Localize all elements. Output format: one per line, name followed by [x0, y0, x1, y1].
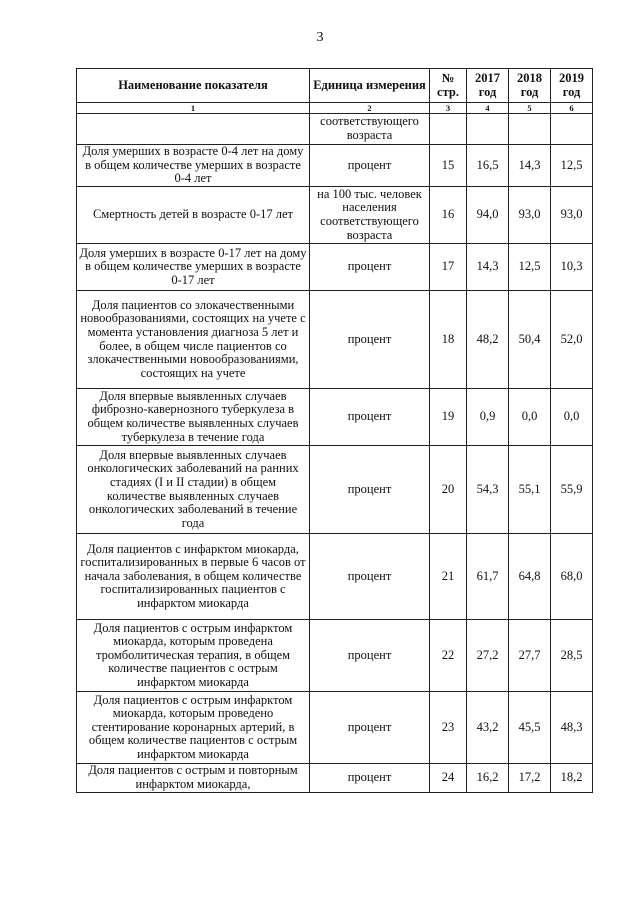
- indicators-table: [76, 68, 593, 793]
- value-2017-cell: 16,5: [467, 145, 509, 187]
- unit-cell: процент: [310, 389, 430, 446]
- value-2017-cell: 48,2: [467, 291, 509, 389]
- indicator-name-cell: Доля пациентов со злокачественными новообразованиями, состоящих на учете с момента установления диагноза 5 лет и более, в общем числе пациентов со злокачественными новообразованиями, состоящих на учете: [77, 291, 310, 389]
- value-2017-cell: 54,3: [467, 446, 509, 534]
- indicator-name-cell: Доля пациентов с острым инфарктом миокарда, которым проведено стентирование коронарных артерий, в общем количестве пациентов с острым инфарктом миокарда: [77, 692, 310, 764]
- row-number-cell: 24: [430, 764, 467, 793]
- indicator-name-cell: Доля пациентов с острым инфарктом миокарда, которым проведена тромболитическая терапия, в общем количестве пациентов с острым инфарктом миокарда: [77, 620, 310, 692]
- table-row: [77, 764, 593, 793]
- value-2018-cell: 45,5: [509, 692, 551, 764]
- column-number-row: [77, 103, 593, 114]
- unit-cell: процент: [310, 291, 430, 389]
- value-2019-cell: 0,0: [551, 389, 593, 446]
- table-row: [77, 620, 593, 692]
- indicator-name-cell: [77, 114, 310, 145]
- value-2018-cell: 12,5: [509, 244, 551, 291]
- table-row: [77, 534, 593, 620]
- unit-cell: процент: [310, 446, 430, 534]
- header-year-2019: 2019 год: [551, 69, 593, 103]
- value-2017-cell: 27,2: [467, 620, 509, 692]
- row-number-cell: 18: [430, 291, 467, 389]
- value-2019-cell: 55,9: [551, 446, 593, 534]
- row-number-cell: [430, 114, 467, 145]
- column-number: 2: [310, 103, 430, 114]
- row-number-cell: 17: [430, 244, 467, 291]
- table-row: [77, 389, 593, 446]
- header-unit: Единица измерения: [310, 69, 430, 103]
- value-2018-cell: 64,8: [509, 534, 551, 620]
- row-number-cell: 22: [430, 620, 467, 692]
- value-2018-cell: 14,3: [509, 145, 551, 187]
- indicator-name-cell: Доля пациентов с острым и повторным инфарктом миокарда,: [77, 764, 310, 793]
- column-number: 3: [430, 103, 467, 114]
- unit-cell: соответствующего возраста: [310, 114, 430, 145]
- value-2019-cell: 52,0: [551, 291, 593, 389]
- row-number-cell: 21: [430, 534, 467, 620]
- unit-cell: на 100 тыс. человек населения соответствующего возраста: [310, 187, 430, 244]
- value-2017-cell: [467, 114, 509, 145]
- value-2019-cell: 93,0: [551, 187, 593, 244]
- indicator-name-cell: Доля впервые выявленных случаев фиброзно-кавернозного туберкулеза в общем количестве выявленных случаев туберкулеза в течение года: [77, 389, 310, 446]
- header-year-2018: 2018 год: [509, 69, 551, 103]
- indicator-name-cell: Доля пациентов с инфарктом миокарда, госпитализированных в первые 6 часов от начала заболевания, в общем количестве госпитализированных пациентов с инфарктом миокарда: [77, 534, 310, 620]
- value-2017-cell: 61,7: [467, 534, 509, 620]
- column-number: 4: [467, 103, 509, 114]
- row-number-cell: 23: [430, 692, 467, 764]
- indicator-name-cell: Доля умерших в возрасте 0-4 лет на дому в общем количестве умерших в возрасте 0-4 лет: [77, 145, 310, 187]
- value-2019-cell: 28,5: [551, 620, 593, 692]
- value-2017-cell: 16,2: [467, 764, 509, 793]
- header-row-number: № стр.: [430, 69, 467, 103]
- page-number: 3: [316, 30, 324, 45]
- column-number: 1: [77, 103, 310, 114]
- row-number-cell: 19: [430, 389, 467, 446]
- value-2018-cell: 0,0: [509, 389, 551, 446]
- column-number: 5: [509, 103, 551, 114]
- value-2017-cell: 14,3: [467, 244, 509, 291]
- indicator-name-cell: Доля впервые выявленных случаев онкологических заболеваний на ранних стадиях (I и II стадии) в общем количестве выявленных случаев онкологических заболеваний в течение года: [77, 446, 310, 534]
- value-2018-cell: 17,2: [509, 764, 551, 793]
- header-indicator-name: Наименование показателя: [77, 69, 310, 103]
- table-row: [77, 145, 593, 187]
- value-2017-cell: 94,0: [467, 187, 509, 244]
- row-number-cell: 16: [430, 187, 467, 244]
- table-row: [77, 446, 593, 534]
- unit-cell: процент: [310, 764, 430, 793]
- unit-cell: процент: [310, 534, 430, 620]
- value-2017-cell: 43,2: [467, 692, 509, 764]
- header-row: [77, 69, 593, 103]
- value-2019-cell: 18,2: [551, 764, 593, 793]
- row-number-cell: 20: [430, 446, 467, 534]
- row-number-cell: 15: [430, 145, 467, 187]
- value-2019-cell: 10,3: [551, 244, 593, 291]
- unit-cell: процент: [310, 620, 430, 692]
- table-row: [77, 187, 593, 244]
- table-row: [77, 244, 593, 291]
- table-row: [77, 692, 593, 764]
- value-2018-cell: 55,1: [509, 446, 551, 534]
- unit-cell: процент: [310, 145, 430, 187]
- unit-cell: процент: [310, 692, 430, 764]
- indicator-name-cell: Смертность детей в возрасте 0-17 лет: [77, 187, 310, 244]
- value-2018-cell: 50,4: [509, 291, 551, 389]
- value-2019-cell: [551, 114, 593, 145]
- indicator-name-cell: Доля умерших в возрасте 0-17 лет на дому в общем количестве умерших в возрасте 0-17 лет: [77, 244, 310, 291]
- value-2019-cell: 12,5: [551, 145, 593, 187]
- header-year-2017: 2017 год: [467, 69, 509, 103]
- value-2018-cell: 93,0: [509, 187, 551, 244]
- column-number: 6: [551, 103, 593, 114]
- value-2018-cell: [509, 114, 551, 145]
- value-2019-cell: 48,3: [551, 692, 593, 764]
- unit-cell: процент: [310, 244, 430, 291]
- table-row: [77, 114, 593, 145]
- table-row: [77, 291, 593, 389]
- value-2017-cell: 0,9: [467, 389, 509, 446]
- value-2018-cell: 27,7: [509, 620, 551, 692]
- value-2019-cell: 68,0: [551, 534, 593, 620]
